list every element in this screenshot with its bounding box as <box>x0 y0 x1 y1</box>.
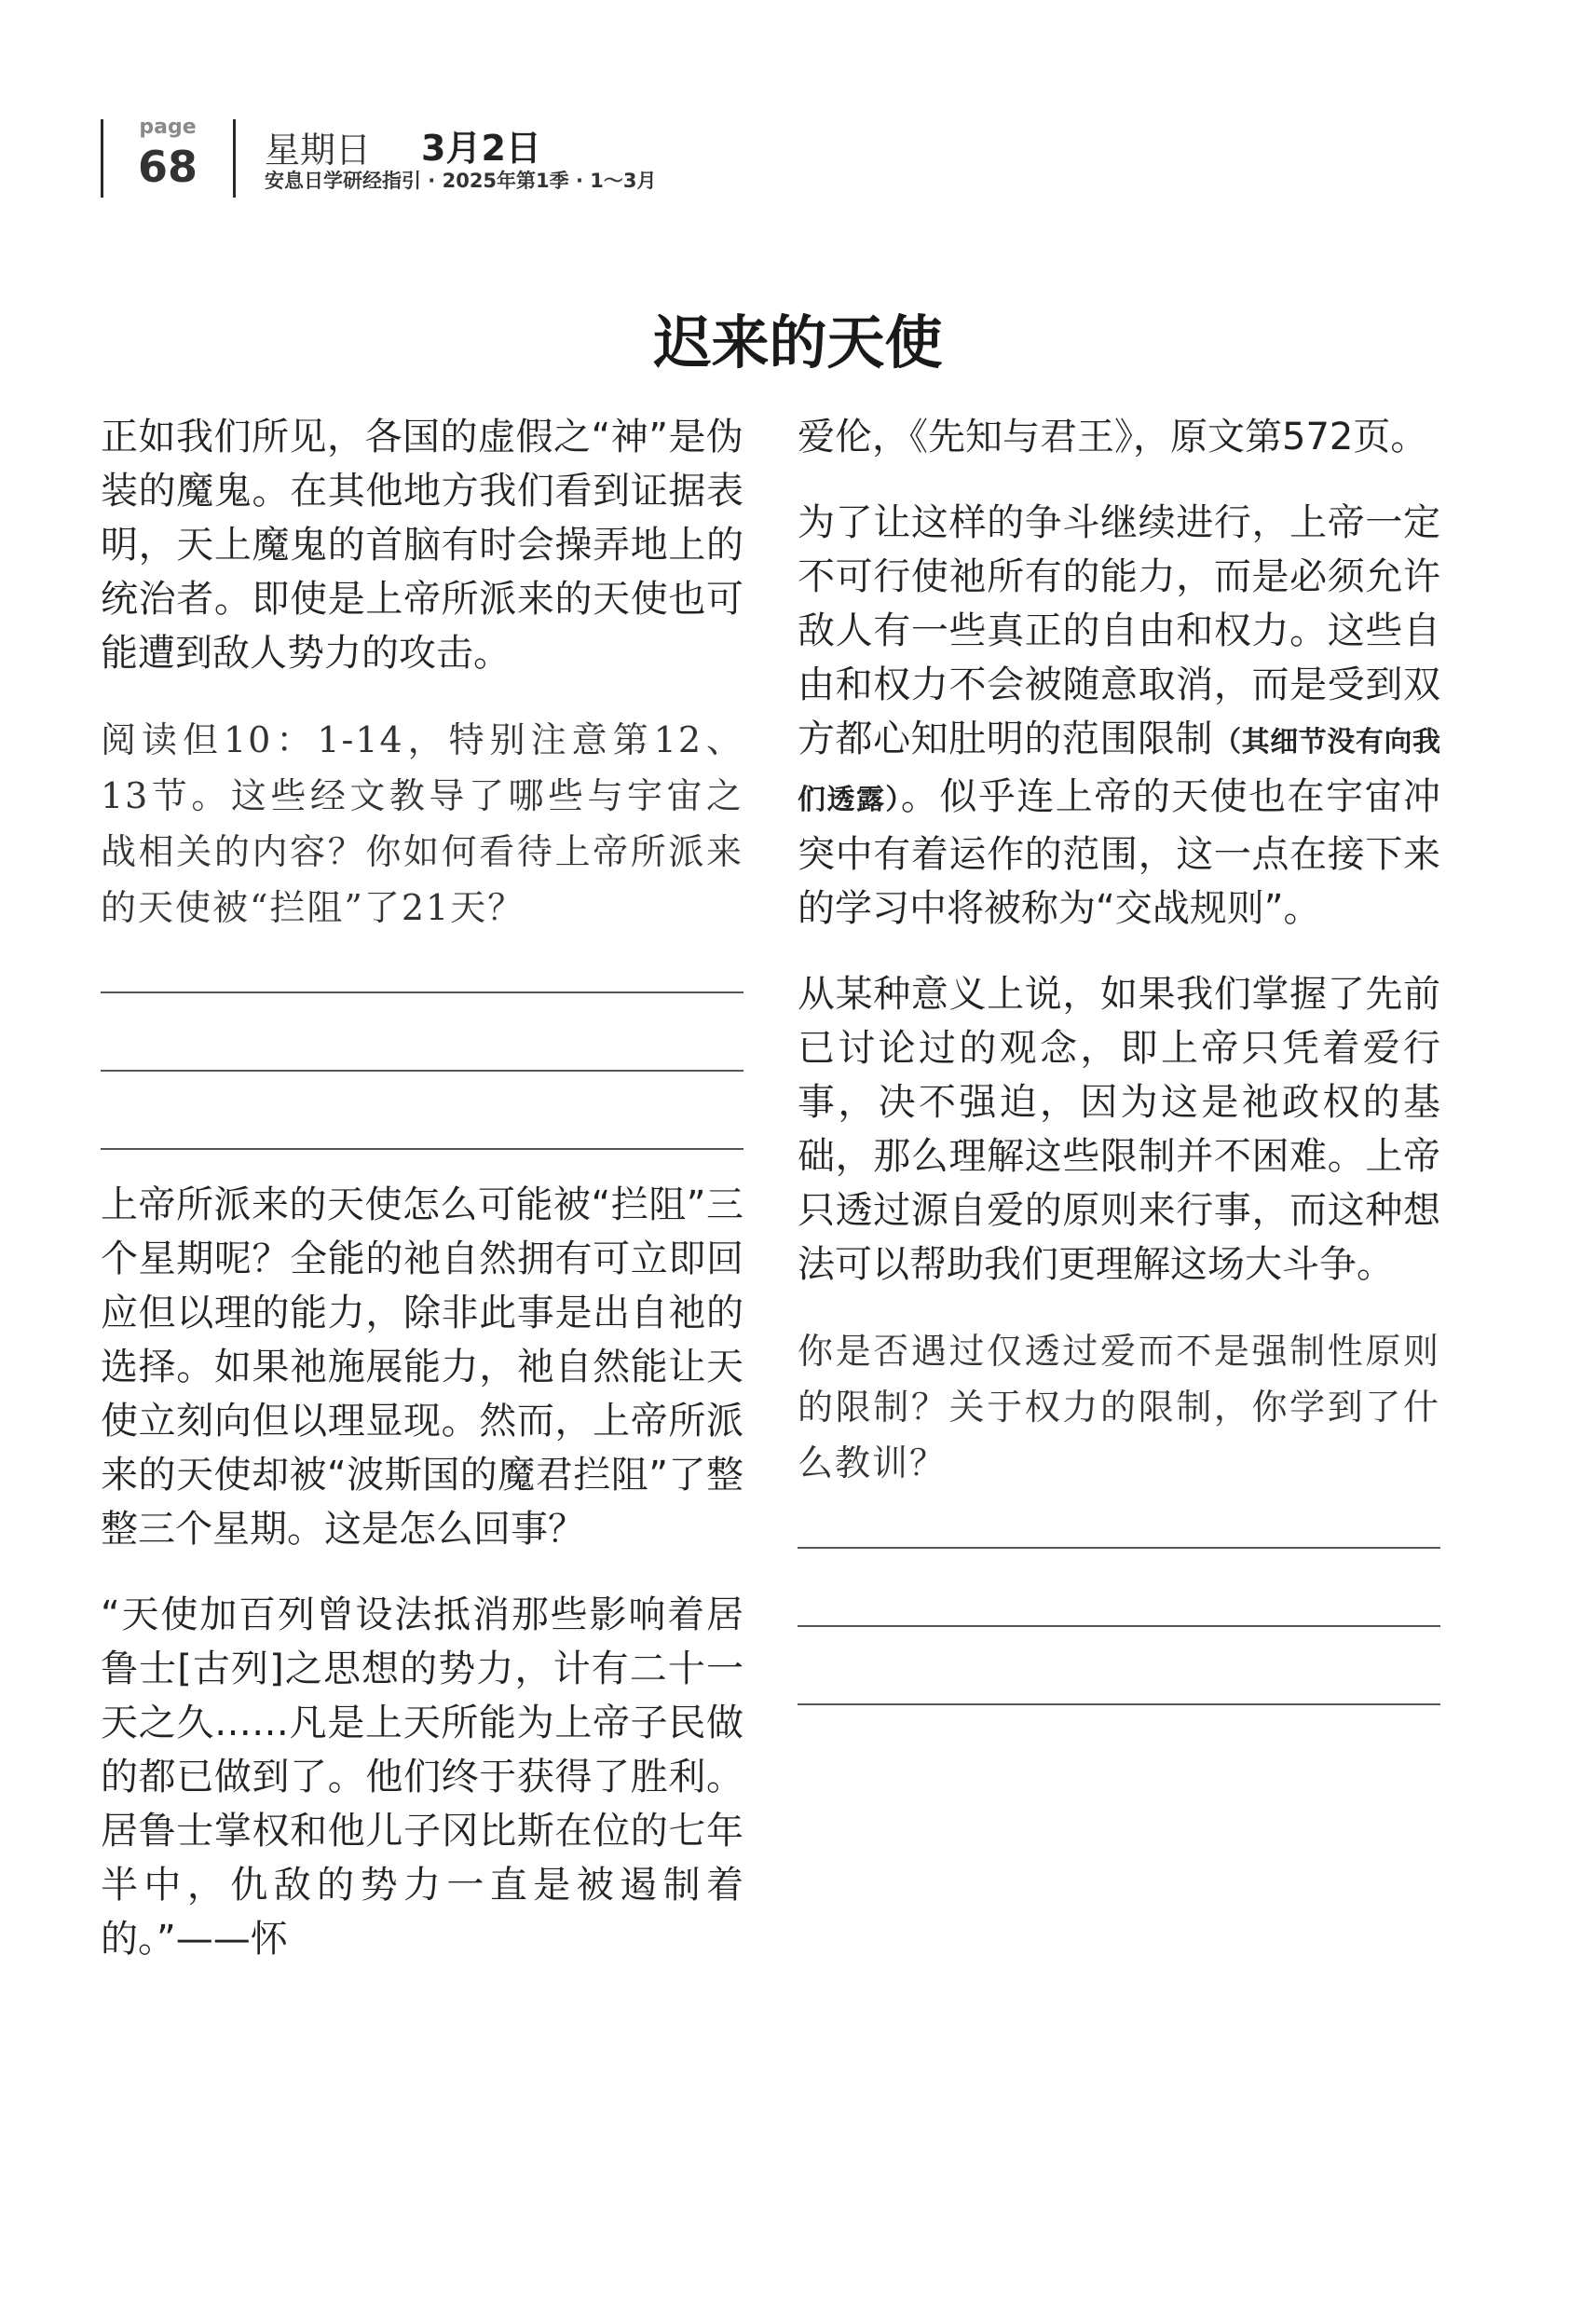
answer-line[interactable] <box>798 1625 1440 1627</box>
header-date: 3月2日 <box>421 128 541 169</box>
page-header <box>0 0 1596 242</box>
answer-line[interactable] <box>101 1070 743 1072</box>
lesson-title: 迟来的天使 <box>653 308 943 376</box>
study-question: 阅读但10：1-14，特别注意第12、13节。这些经文教导了哪些与宇宙之战相关的内容？你如何看待上帝所派来的天使被“拦阻”了21天？ <box>101 719 743 928</box>
paragraph: 正如我们所见，各国的虚假之“神”是伪装的魔鬼。在其他地方我们看到证据表明，天上魔鬼的首脑有时会操弄地上的统治者。即使是上帝所派来的天使也可能遭到敌人势力的攻击。 <box>101 416 743 675</box>
paragraph: 从某种意义上说，如果我们掌握了先前已讨论过的观念，即上帝只凭着爱行事，决不强迫，因为这是祂政权的基础，那么理解这些限制并不困难。上帝只透过源自爱的原则来行事，而这种想法可以帮助我们更理解这场大斗争。 <box>798 973 1440 1286</box>
paragraph-text: 。似乎连上帝的天使也在宇宙冲突中有着运作的范围，这一点在接下来的学习中将被称为“交战规则”。 <box>798 775 1441 930</box>
paragraph <box>798 496 1440 936</box>
header-day: 星期日 <box>265 130 372 171</box>
page-number: 68 <box>137 142 198 192</box>
answer-line[interactable] <box>798 1703 1440 1705</box>
left-column <box>101 410 743 1998</box>
answer-lines <box>798 1547 1440 1705</box>
paragraph: 上帝所派来的天使怎么可能被“拦阻”三个星期呢？全能的祂自然拥有可立即回应但以理的能力，除非此事是出自祂的选择。如果祂施展能力，祂自然能让天使立刻向但以理显现。然而，上帝所派来的天使却被“波斯国的魔君拦阻”了整整三个星期。这是怎么回事？ <box>101 1183 743 1551</box>
study-question: 你是否遇过仅透过爱而不是强制性原则的限制？关于权力的限制，你学到了什么教训？ <box>798 1331 1440 1484</box>
answer-line[interactable] <box>101 991 743 993</box>
answer-line[interactable] <box>798 1547 1440 1549</box>
paragraph-text: 为了让这样的争斗继续进行，上帝一定不可行使祂所有的能力，而是必须允许敌人有一些真正的自由和权力。这些自由和权力不会被随意取消，而是受到双方都心知肚明的范围限制 <box>798 501 1440 760</box>
answer-line[interactable] <box>101 1148 743 1150</box>
header-subtitle: 安息日学研经指引 · 2025年第1季 · 1～3月 <box>265 170 657 192</box>
page-label: page <box>139 116 197 139</box>
quote-paragraph: “天使加百列曾设法抵消那些影响着居鲁士[古列]之思想的势力，计有二十一天之久……凡是上天所能为上帝子民做的都已做到了。他们终于获得了胜利。居鲁士掌权和他儿子冈比斯在位的七年半中，仇敌的势力一直是被遏制着的。”——怀 <box>101 1593 743 1961</box>
header-divider-left <box>101 119 103 198</box>
answer-lines <box>101 991 743 1150</box>
header-divider-right <box>233 119 236 198</box>
right-column <box>798 410 1440 1782</box>
citation-paragraph: 爱伦，《先知与君王》，原文第572页。 <box>798 416 1428 458</box>
aside-note: （其细节没有向我们透露） <box>798 726 1441 816</box>
